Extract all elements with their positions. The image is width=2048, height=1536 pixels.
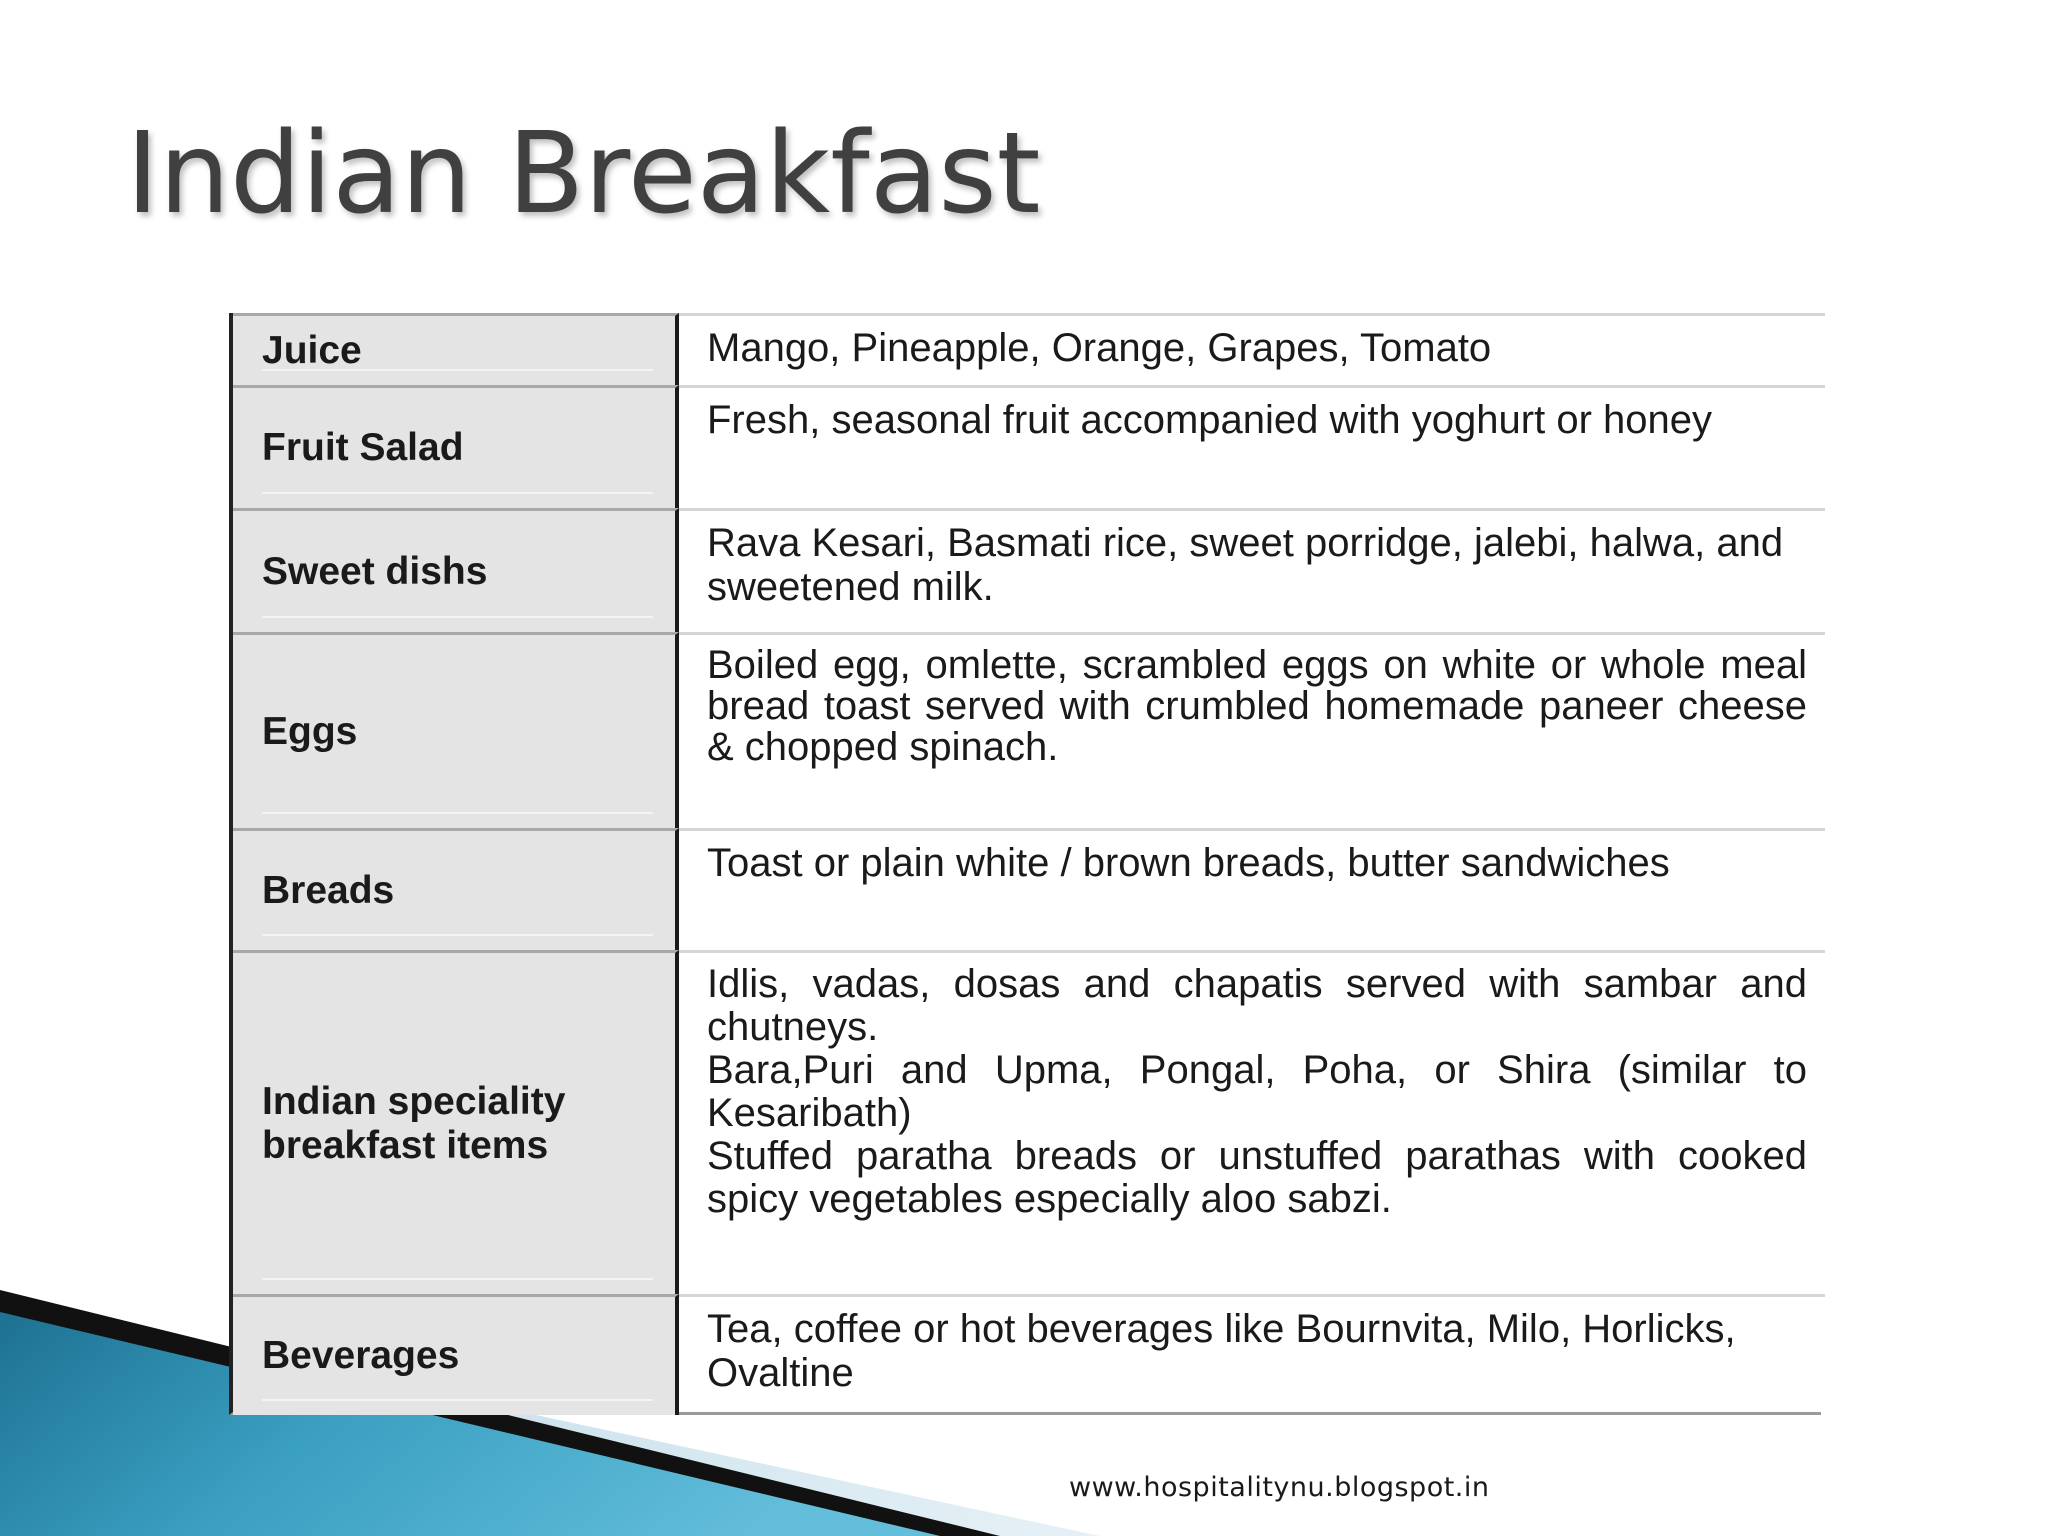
category-cell: Beverages bbox=[233, 1294, 679, 1415]
description-cell bbox=[679, 1294, 1825, 1415]
category-cell: Juice bbox=[233, 313, 679, 385]
category-cell: Breads bbox=[233, 828, 679, 950]
description-cell bbox=[679, 632, 1825, 828]
description-line: Boiled egg, omlette, scrambled eggs on white or whole meal bread toast served with crumbled homemade paneer cheese & chopped spinach. bbox=[707, 643, 1807, 769]
description-line: Idlis, vadas, dosas and chapatis served with sambar and chutneys. bbox=[707, 962, 1807, 1049]
category-cell: Sweet dishs bbox=[233, 508, 679, 632]
description-cell bbox=[679, 313, 1825, 385]
category-cell: Fruit Salad bbox=[233, 385, 679, 508]
description-cell bbox=[679, 828, 1825, 950]
description-line: Rava Kesari, Basmati rice, sweet porridge, jalebi, halwa, and sweetened milk. bbox=[707, 521, 1784, 609]
description-line: Bara,Puri and Upma, Pongal, Poha, or Shira (similar to Kesaribath) bbox=[707, 1048, 1807, 1135]
footer-url: www.hospitalitynu.blogspot.in bbox=[1069, 1472, 1490, 1503]
description-cell bbox=[679, 508, 1825, 632]
description-cell bbox=[679, 385, 1825, 508]
description-line: Mango, Pineapple, Orange, Grapes, Tomato bbox=[707, 326, 1492, 370]
description-line: Tea, coffee or hot beverages like Bournvita, Milo, Horlicks, Ovaltine bbox=[707, 1307, 1736, 1395]
description-cell bbox=[679, 950, 1825, 1294]
description-line: Stuffed paratha breads or unstuffed parathas with cooked spicy vegetables especially aloo sabzi. bbox=[707, 1134, 1807, 1221]
category-cell: Eggs bbox=[233, 632, 679, 828]
description-line: Fresh, seasonal fruit accompanied with yoghurt or honey bbox=[707, 398, 1712, 442]
description-line: Toast or plain white / brown breads, butter sandwiches bbox=[707, 841, 1670, 885]
category-cell: Indian speciality breakfast items bbox=[233, 950, 679, 1294]
breakfast-menu-table bbox=[229, 313, 1821, 1415]
slide-title: Indian Breakfast bbox=[126, 109, 1041, 239]
